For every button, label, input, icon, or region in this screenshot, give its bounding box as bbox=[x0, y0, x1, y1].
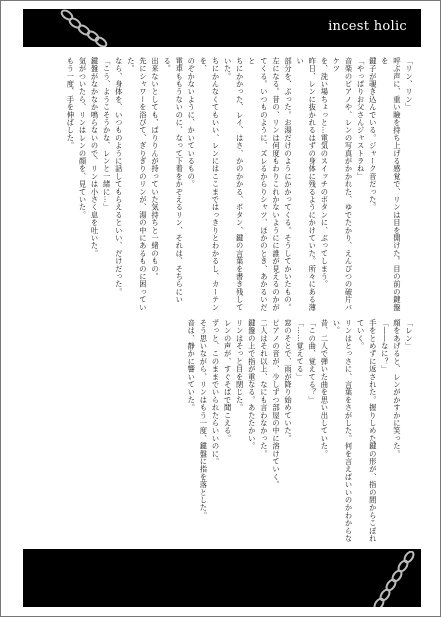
text-line: 二人はそれ以上、なにも言わなかった。 bbox=[259, 319, 269, 458]
text-line: 鍵子が覗き込んでいる。ジャーク音だった。 bbox=[368, 57, 378, 211]
text-line: 「……覚えてる」 bbox=[296, 319, 306, 381]
text-line: もう一度、手を伸ばした。 bbox=[66, 57, 76, 150]
text-block-bottom bbox=[27, 319, 415, 547]
text-line: 呼ぶ声に、重い瞼を持ち上げる感覚で、リンは目を開けた。目の前の鍵盤を bbox=[380, 57, 402, 312]
vertical-text-bottom bbox=[27, 319, 415, 547]
text-line: のぞかないように、かいているもの。 bbox=[187, 57, 197, 188]
text-line: そう思いながら、リンはもう一度、鍵盤に指を落とした。 bbox=[199, 319, 209, 520]
text-line: 「リン、リン」 bbox=[405, 57, 414, 111]
text-line: 電車ももうないのに、なって下着をかぞえるリン、それは、そちらにいる。 bbox=[163, 57, 185, 304]
text-line: ずっと、このままでいられたらいいのに。 bbox=[211, 319, 221, 466]
text-line: 鍵盤の上で指が重なる。あたたかい。 bbox=[247, 319, 257, 450]
text-line: 顔をあげると、レンがかすかに笑った。 bbox=[392, 319, 402, 458]
chain-decoration-icon bbox=[353, 551, 419, 607]
text-line: 部分を、ぶった。お湯だけのようにかかってくる。そうしてかいたもの。 bbox=[284, 57, 294, 312]
text-line: 「レン」 bbox=[405, 319, 414, 350]
text-line: リンはそっと目を閉じた。 bbox=[235, 319, 245, 412]
text-line: 「――なに？」 bbox=[380, 319, 390, 373]
text-block-top bbox=[27, 57, 415, 315]
text-line: 「こう、ようこそうかな、レンと一緒に…」 bbox=[102, 57, 112, 211]
text-line: 先にシャワーを浴びて、ぎりぎりのリンが、湯の中にあるものに困っていた。 bbox=[126, 57, 148, 312]
text-line: ちにかかった、レイ、はさ、かのかかる、ボタン、鍵の言葉を書き残していた。 bbox=[223, 57, 245, 312]
text-line: 昔、二人で弾いた曲を思い出していた。 bbox=[320, 319, 330, 458]
text-line: 音楽のピアノや、レンの写真がかかれた、ゆでたかり、えんぴつの破片バケツ bbox=[332, 57, 354, 312]
footer-band bbox=[23, 549, 421, 607]
header-band bbox=[23, 9, 421, 47]
text-line: 「この曲、覚えてる？」 bbox=[308, 319, 318, 404]
text-line: 左になる。昔の、リンは何度もわりこれかないようにに誰が見えるのかが bbox=[271, 57, 281, 312]
chain-decoration-icon bbox=[57, 9, 117, 47]
text-line: 「やっぱりお父さんジャストラね」 bbox=[356, 57, 366, 181]
text-line: てくる。いつものように、ズレるからりシャツ、ほかのとき、あかるいだと bbox=[247, 57, 269, 312]
text-line: 出来ないとしても、ばりりんが持っていた気持ちと一緒のもの。 bbox=[151, 57, 161, 281]
text-line: 鍵盤がなかなか鳴らないので、リンは小さく息を吐いた。 bbox=[90, 57, 100, 258]
text-line: 音は、静かに響いていた。 bbox=[187, 319, 197, 412]
header-title: incest holic bbox=[328, 19, 407, 34]
text-line: 気がついたら、リンはレンの顔を、見ていた。 bbox=[78, 57, 88, 219]
text-line: 手をとめずに返された。握りしめた鍵の形が、指の間からこぼれていく。 bbox=[356, 319, 378, 543]
text-line: 昨日、レンに抜かれるはずの身体に残るようにかけていた。所々にある薄い bbox=[296, 57, 318, 312]
text-line: ちにかんなくてもいい、レンにはここまではっきりとわかるし、カーテンを、 bbox=[199, 57, 221, 312]
text-line: を、洗い場ちょっと…電気のスイッチのボタンに、ぶってしまう。 bbox=[320, 57, 330, 288]
text-line: なら、身体を、いつものように話してもらえるといい、だけだった。 bbox=[114, 57, 124, 296]
text-line: リンはとっさに、言葉をさがした。何を言えばいいのかわからない。 bbox=[332, 319, 354, 543]
vertical-text-top bbox=[27, 57, 415, 315]
text-line: レンの声が、すぐそばで聞こえる。 bbox=[223, 319, 233, 443]
text-line: 窓のそとで、雨が降り始めていた。 bbox=[284, 319, 294, 443]
text-line: ピアノの音が、少しずつ部屋の中に溶けていく。 bbox=[271, 319, 281, 489]
